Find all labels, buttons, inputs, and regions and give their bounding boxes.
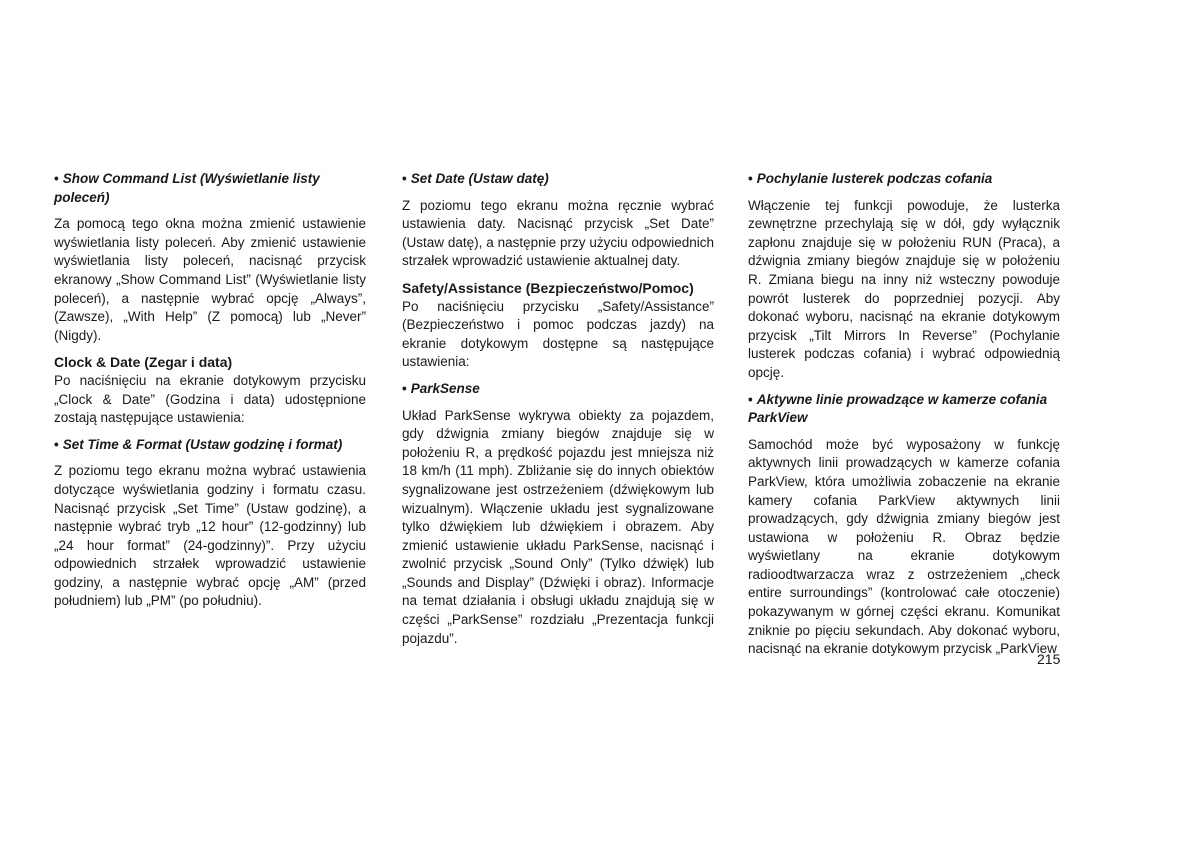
bullet-icon: •: [54, 436, 59, 452]
paragraph: Z poziomu tego ekranu można wybrać ustawienia dotyczące wyświetlania godziny i formatu czasu. Nacisnąć przycisk „Set Time” (Ustaw godzinę), a następnie wybrać tryb „12 hour” (12-godzinny) lub „24 hour format” (24-godzinny)”. Przy użyciu odpowiednich strzałek wprowadzić ustawienie godziny, a następnie wybrać opcję „AM” (przed południem) lub „PM” (po południu).: [54, 463, 366, 609]
bullet-icon: •: [54, 171, 59, 186]
bullet-heading-text: Set Time & Format (Ustaw godzinę i format): [62, 436, 343, 452]
paragraph: Z poziomu tego ekranu można ręcznie wybrać ustawienia daty. Nacisnąć przycisk „Set Date” (Ustaw datę), a następnie przy użyciu odpowiednich strzałek wprowadzić ustawienie aktualnej daty.: [402, 197, 714, 269]
bullet-heading: [748, 391, 1060, 428]
column-middle: [402, 170, 714, 656]
bullet-heading-text: Aktywne linie prowadzące w kamerze cofania ParkView: [748, 391, 1048, 426]
bullet-heading-text: Set Date (Ustaw datę): [410, 171, 549, 186]
column-left: [54, 170, 366, 619]
bullet-heading: [54, 436, 366, 455]
paragraph: Po naciśnięciu przycisku „Safety/Assistance” (Bezpieczeństwo i pomoc podczas jazdy) na ekranie dotykowym dostępne są następujące ustawienia:: [402, 298, 714, 370]
paragraph: Samochód może być wyposażony w funkcję aktywnych linii prowadzących w kamerze cofania ParkView, która umożliwia zobaczenie na ekranie kamery cofania ParkView aktywnych linii prowadzących, gdy dźwignia zmiany biegów jest ustawiona w położeniu R. Obraz będzie wyświetlany na ekranie dotykowym radioodtwarzacza wraz z ostrzeżeniem „check entire surroundings” (kontrolować całe otoczenie) pokazywanym w górnej części ekranu. Komunikat zniknie po pięciu sekundach. Aby dokonać wyboru, nacisnąć na ekranie dotykowym przycisk „ParkView: [748, 436, 1060, 657]
bullet-heading-text: Pochylanie lusterek podczas cofania: [756, 171, 993, 186]
bullet-icon: •: [748, 391, 753, 407]
paragraph: Po naciśnięciu na ekranie dotykowym przycisku „Clock & Date” (Godzina i data) udostępnione zostają następujące ustawienia:: [54, 372, 366, 426]
bullet-heading: [54, 170, 366, 207]
bullet-icon: •: [748, 171, 753, 186]
bullet-heading-text: Show Command List (Wyświetlanie listy poleceń): [54, 171, 320, 205]
column-right: [748, 170, 1060, 667]
page-number: 215: [1037, 651, 1061, 667]
section-heading: Safety/Assistance (Bezpieczeństwo/Pomoc): [402, 279, 694, 296]
bullet-heading-text: ParkSense: [410, 380, 480, 396]
bullet-heading: [402, 380, 714, 399]
paragraph: Za pomocą tego okna można zmienić ustawienie wyświetlania listy poleceń. Aby zmienić ustawienie wyświetlania listy poleceń, nacisnąć przycisk ekranowy „Show Command List” (Wyświetlanie listy poleceń), a następnie wybrać opcję „Always”, (Zawsze), „With Help” (Z pomocą) lub „Never” (Nigdy).: [54, 216, 366, 343]
section-heading: Clock & Date (Zegar i data): [54, 354, 233, 371]
paragraph: Włączenie tej funkcji powoduje, że lusterka zewnętrzne przechylają się w dół, gdy wyłącznik zapłonu znajduje się w położeniu RUN (Praca), a dźwignia zmiany biegów znajduje się w położeniu R. Zmiana biegu na inny niż wsteczny powoduje powrót lusterek do poprzedniej pozycji. Aby dokonać wyboru, nacisnąć na ekranie dotykowym przycisk „Tilt Mirrors In Reverse” (Pochylanie lusterek podczas cofania) i wybrać odpowiednią opcję.: [748, 197, 1060, 380]
bullet-heading: [402, 170, 714, 189]
bullet-heading: [748, 170, 1060, 189]
paragraph: Układ ParkSense wykrywa obiekty za pojazdem, gdy dźwignia zmiany biegów znajduje się w położeniu R, a prędkość pojazdu jest mniejsza niż 18 km/h (11 mph). Zbliżanie się do innych obiektów sygnalizowane jest ostrzeżeniem (dźwiękowym lub wizualnym). Włączenie układu jest sygnalizowane tylko dźwiękiem lub dźwiękiem i obrazem. Aby zmienić ustawienie układu ParkSense, nacisnąć i zwolnić przycisk „Sound Only” (Tylko dźwięk) lub „Sounds and Display” (Dźwięki i obraz). Informacje na temat działania i obsługi układu znajdują się w części „ParkSense” rozdziału „Prezentacja funkcji pojazdu”.: [402, 407, 714, 646]
bullet-icon: •: [402, 380, 407, 396]
bullet-icon: •: [402, 171, 407, 186]
